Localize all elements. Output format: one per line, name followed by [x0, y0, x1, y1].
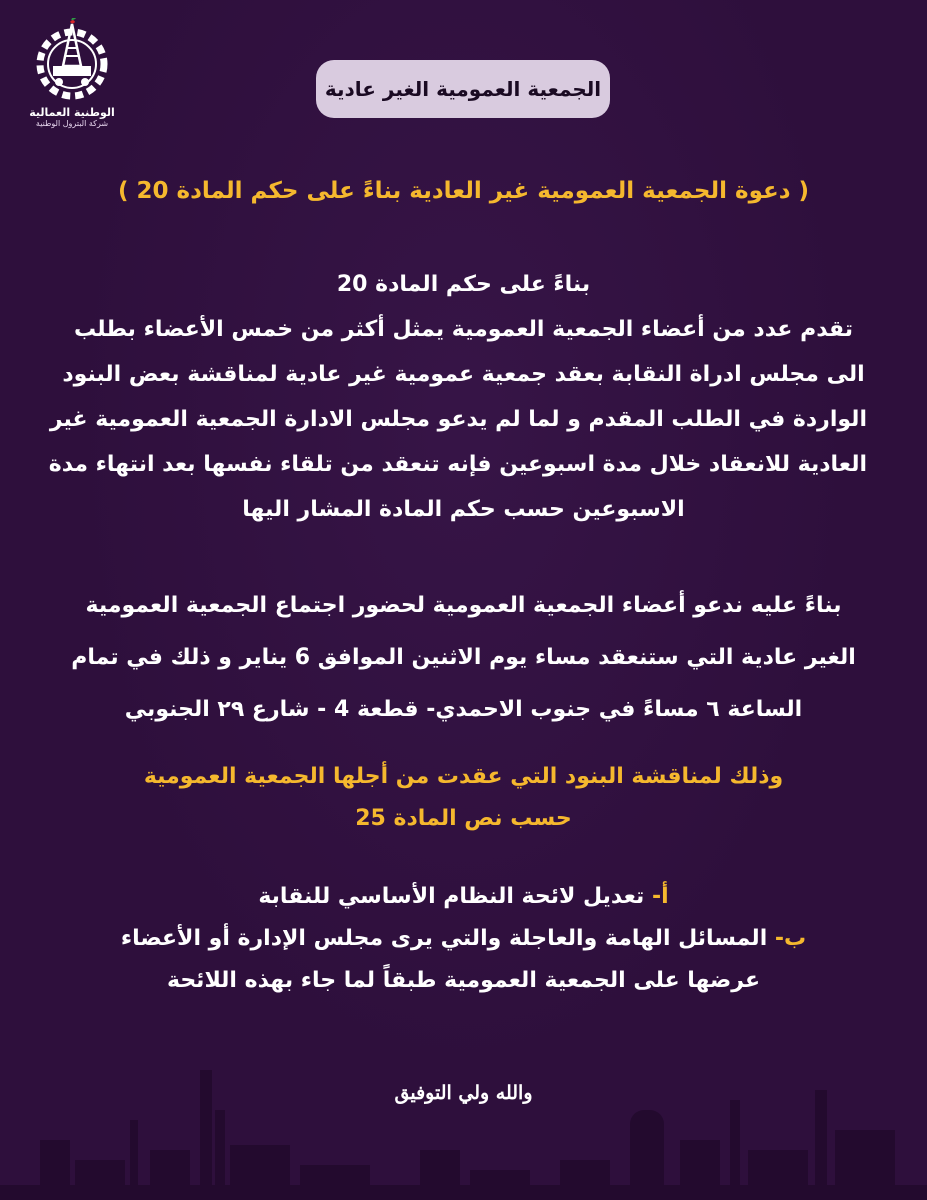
item-text: المسائل الهامة والعاجلة والتي يرى مجلس الإدارة أو الأعضاء: [120, 926, 775, 951]
logo-subtitle: شركة البترول الوطنية: [35, 119, 109, 129]
tiny-mark: ···: [344, 112, 352, 121]
paragraph-agenda-intro: [60, 756, 867, 840]
paragraph-line: بناءً على حكم المادة 20: [336, 272, 591, 297]
gear-derrick-emblem-icon: [29, 18, 115, 104]
item-text: تعديل لائحة النظام الأساسي للنقابة: [258, 884, 652, 909]
closing-phrase: والله ولي التوفيق: [394, 1082, 533, 1104]
paragraph-line: الساعة ٦ مساءً في جنوب الاحمدي- قطعة 4 - شارع ٢٩ الجنوبي: [124, 697, 803, 722]
paragraph-line: الغير عادية التي ستنعقد مساء يوم الاثنين الموافق 6 يناير و ذلك في تمام: [71, 645, 856, 670]
organization-logo: [24, 18, 120, 148]
agenda-items-list: [60, 876, 867, 1002]
logo-name: الوطنية العمالية: [29, 106, 115, 119]
paragraph-line: حسب نص المادة 25: [355, 806, 572, 831]
agenda-item-a: [60, 876, 867, 918]
industrial-skyline-silhouette: [0, 1050, 927, 1200]
item-marker: أ-: [651, 884, 669, 909]
paragraph-line: تقدم عدد من أعضاء الجمعية العمومية يمثل أكثر من خمس الأعضاء بطلب: [73, 317, 854, 342]
paragraph-meeting-invitation: [60, 580, 867, 736]
paragraph-line: العادية للانعقاد خلال مدة اسبوعين فإنه تنعقد من تلقاء نفسها بعد انتهاء مدة: [48, 452, 867, 477]
paragraph-line: بناءً عليه ندعو أعضاء الجمعية العمومية لحضور اجتماع الجمعية العمومية: [85, 593, 842, 618]
agenda-item-b: [60, 918, 867, 960]
paragraph-line: الى مجلس ادراة النقابة بعقد جمعية عمومية غير عادية لمناقشة بعض البنود: [62, 362, 865, 387]
section-heading: ( دعوة الجمعية العمومية غير العادية بناءً على حكم المادة 20 ): [117, 178, 810, 204]
paragraph-article-20: [48, 262, 867, 532]
paragraph-line: الواردة في الطلب المقدم و لما لم يدعو مجلس الادارة الجمعية العمومية غير: [49, 407, 867, 432]
page-title: الجمعية العمومية الغير عادية: [316, 60, 610, 118]
paragraph-line: الاسبوعين حسب حكم المادة المشار اليها: [242, 497, 685, 522]
agenda-item-b-continued: عرضها على الجمعية العمومية طبقاً لما جاء بهذه اللائحة: [166, 968, 761, 993]
item-marker: ب-: [774, 926, 807, 951]
paragraph-line: وذلك لمناقشة البنود التي عقدت من أجلها الجمعية العمومية: [143, 764, 784, 789]
